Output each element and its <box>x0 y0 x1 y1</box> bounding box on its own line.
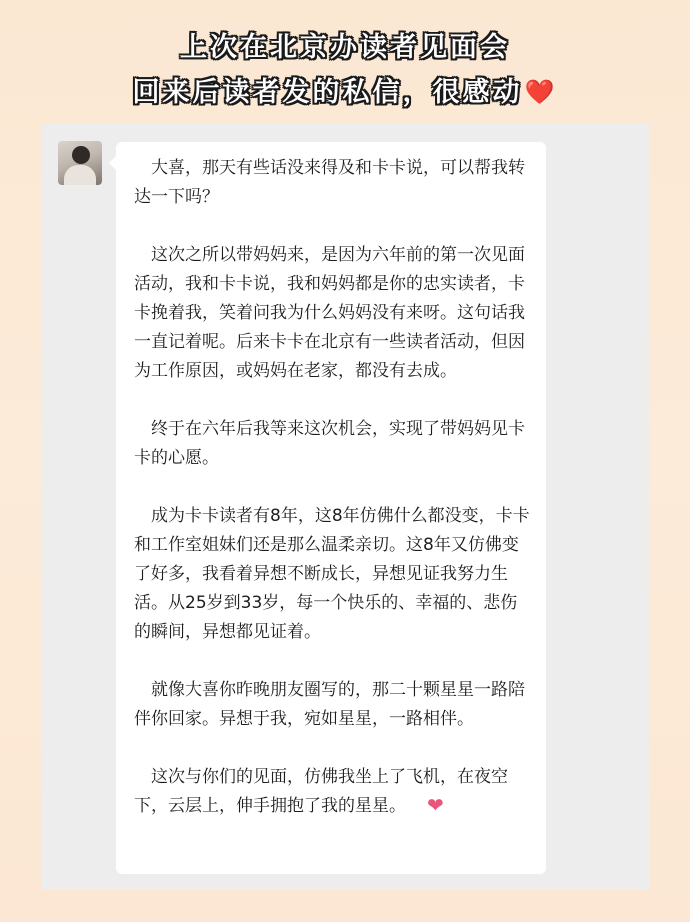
message-paragraph-3: 终于在六年后我等来这次机会，实现了带妈妈见卡卡的心愿。 <box>134 419 525 468</box>
message-paragraph-4: 成为卡卡读者有8年，这8年仿佛什么都没变，卡卡和工作室姐妹们还是那么温柔亲切。这8年又仿佛变了好多，我看着异想不断成长，异想见证我努力生活。从25岁到33岁，每一个快乐的、幸福的、悲伤的瞬间，异想都见证着。 <box>134 506 530 642</box>
message-paragraph-2: 这次之所以带妈妈来，是因为六年前的第一次见面活动，我和卡卡说，我和妈妈都是你的忠实读者，卡卡挽着我，笑着问我为什么妈妈没有来呀。这句话我一直记着呢。后来卡卡在北京有一些读者活动，但因为工作原因，或妈妈在老家，都没有去成。 <box>134 245 525 381</box>
avatar[interactable] <box>58 141 102 185</box>
title-line-2-wrap <box>0 70 690 115</box>
chat-screenshot <box>42 123 650 890</box>
message-paragraph-5: 就像大喜你昨晚朋友圈写的，那二十颗星星一路陪伴你回家。异想于我，宛如星星，一路相伴。 <box>134 680 525 729</box>
avatar-head-shape <box>72 146 90 164</box>
message-bubble[interactable] <box>116 142 546 874</box>
pink-heart-icon: ❤ <box>427 793 444 817</box>
avatar-body-shape <box>64 165 96 185</box>
title-line-1: 上次在北京办读者见面会 <box>180 32 510 63</box>
title-line-2: 回来后读者发的私信，很感动 <box>132 77 523 108</box>
message-paragraph-1: 大喜，那天有些话没来得及和卡卡说，可以帮我转达一下吗？ <box>134 158 525 207</box>
post-title <box>0 26 690 115</box>
red-heart-icon: ❤️ <box>524 78 558 106</box>
message-paragraph-6: 这次与你们的见面，仿佛我坐上了飞机，在夜空下，云层上，伸手拥抱了我的星星。 <box>134 767 508 816</box>
message-paragraph-6-wrap <box>134 763 532 821</box>
